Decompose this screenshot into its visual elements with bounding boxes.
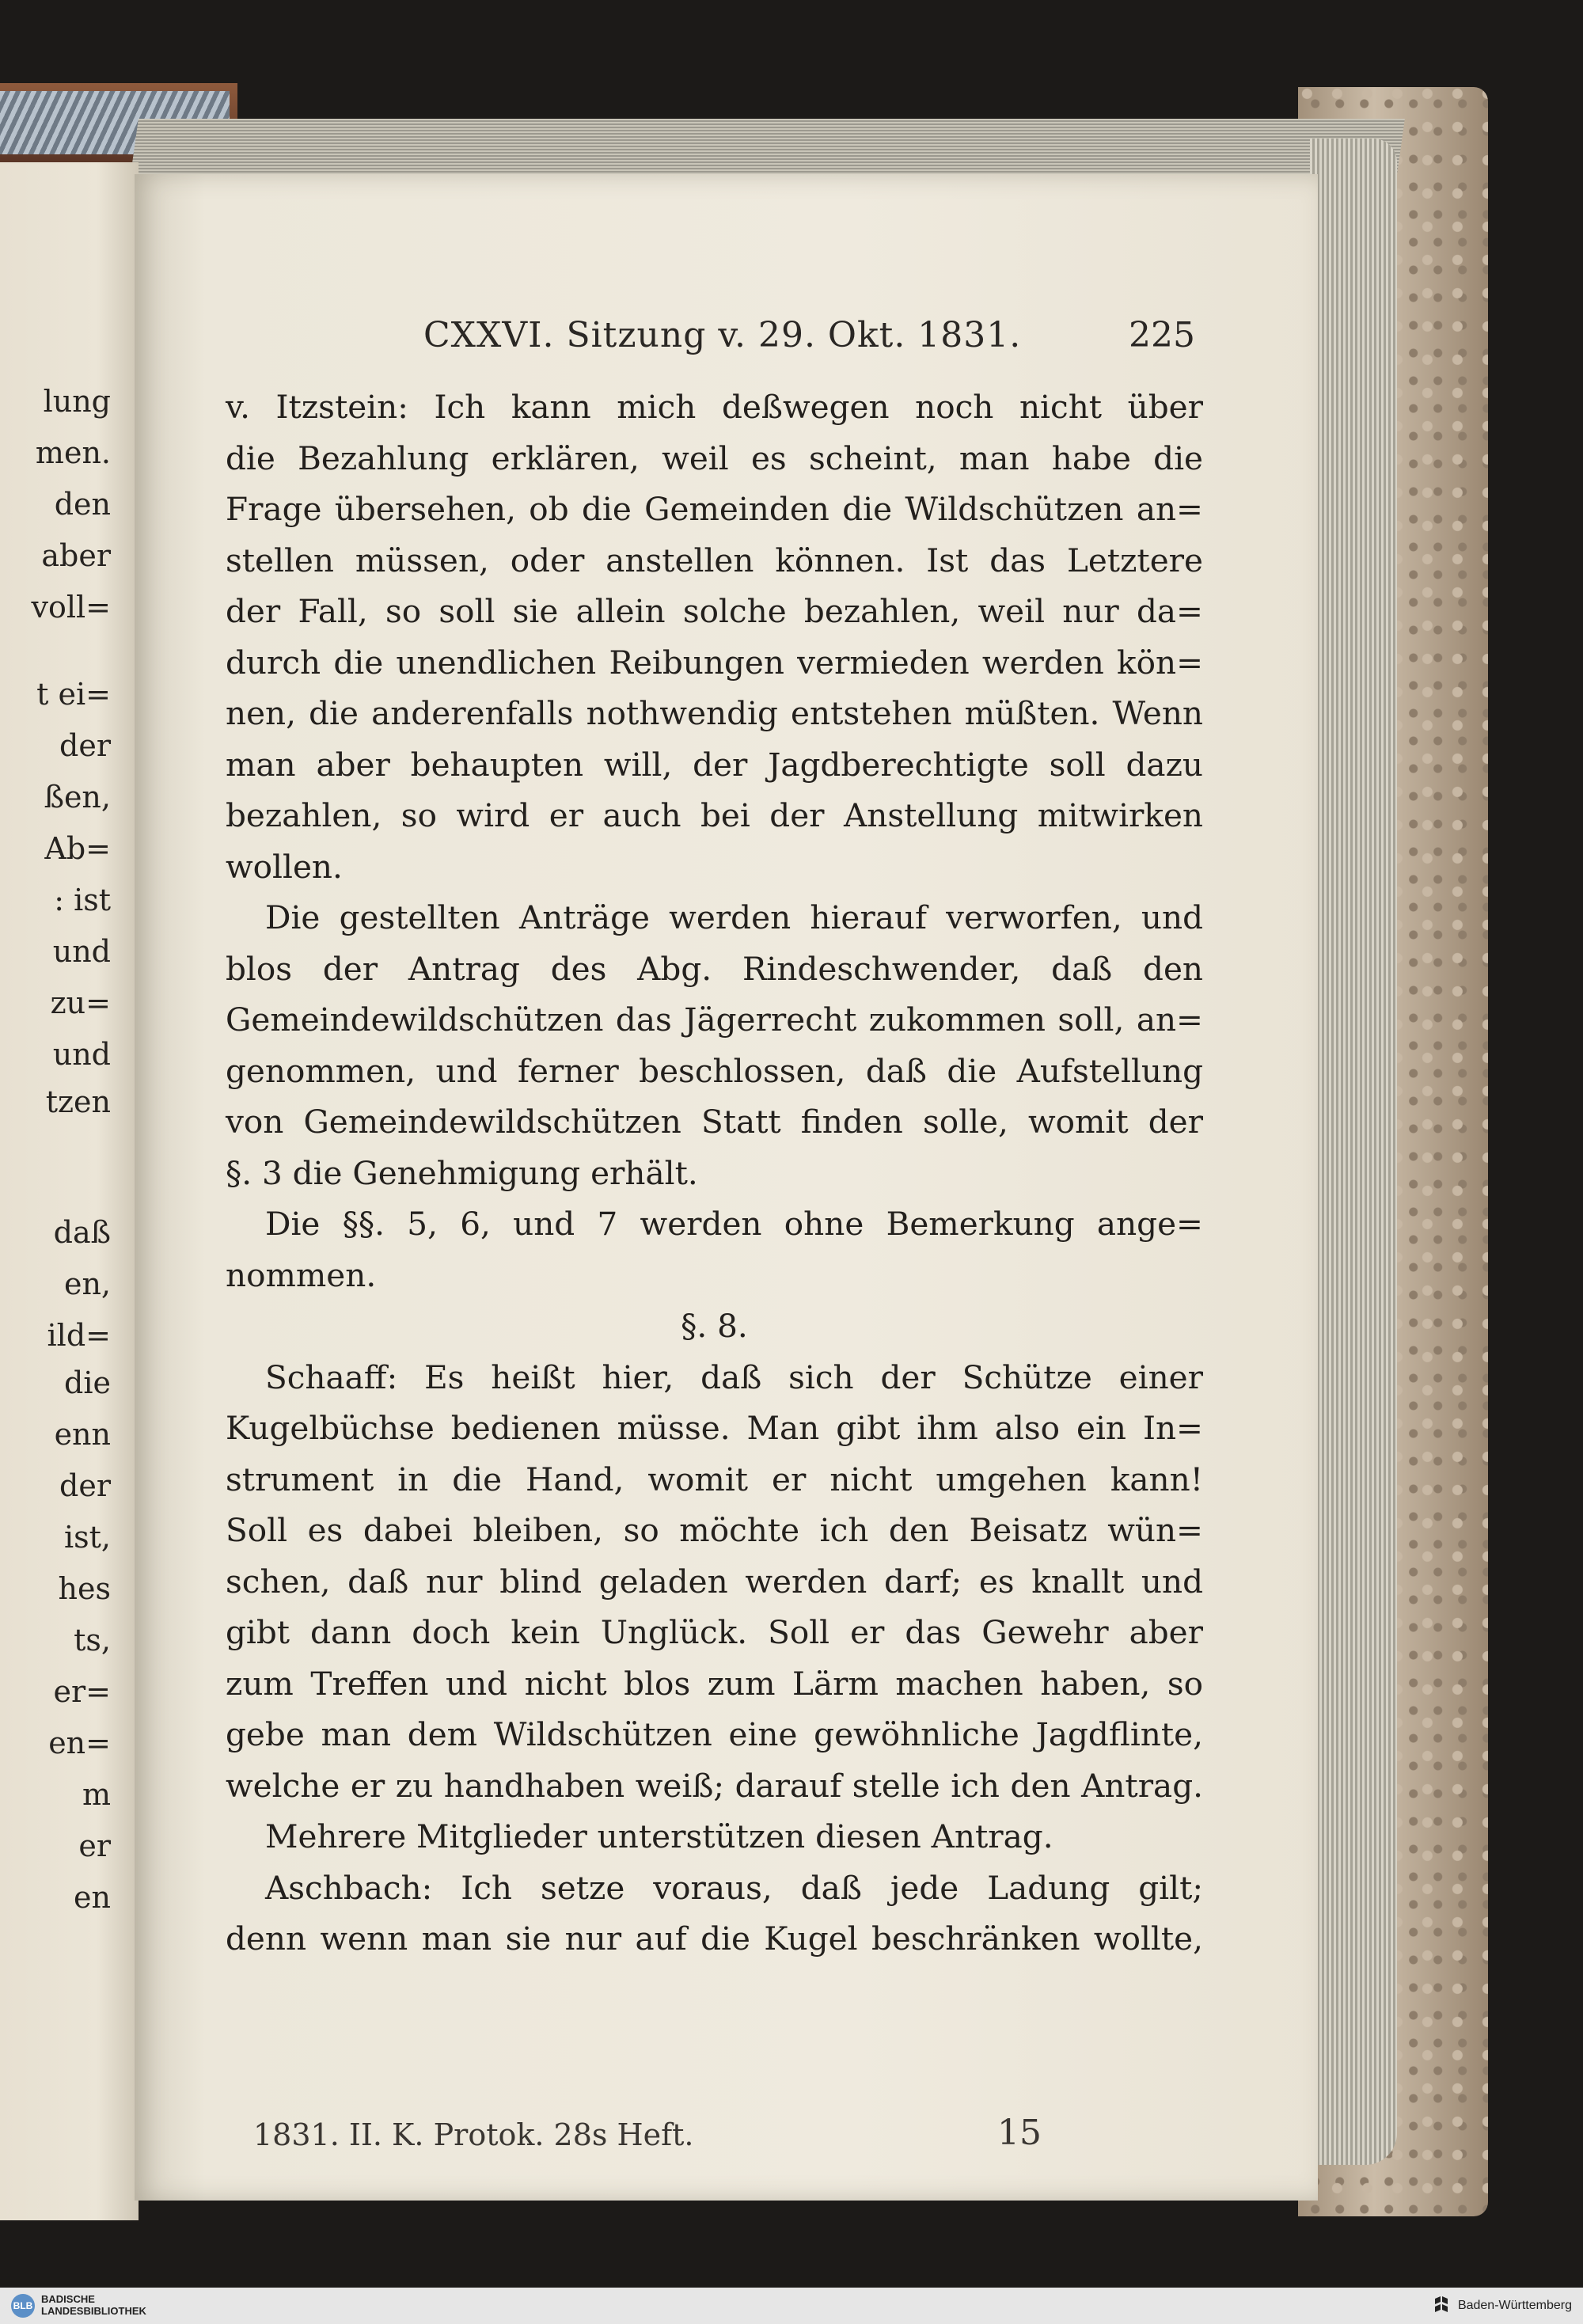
facing-page-fragment: m (82, 1777, 111, 1812)
text-line: §. 3 die Genehmigung erhält. (226, 1153, 698, 1192)
text-line: strument in die Hand, womit er nicht umgehen kann! (226, 1460, 1203, 1498)
text-line: zum Treffen und nicht blos zum Lärm machen haben, so (226, 1664, 1203, 1703)
text-line: gibt dann doch kein Unglück. Soll er das Gewehr aber (226, 1613, 1203, 1651)
section-heading: §. 8. (681, 1307, 748, 1345)
facing-page-fragment: zu= (50, 985, 111, 1020)
facing-page-fragment: lung (43, 384, 111, 419)
facing-page-fragment: men. (35, 435, 111, 470)
facing-page-fragment: en= (48, 1726, 111, 1760)
text-line: Die gestellten Anträge werden hierauf verworfen, und (265, 898, 1203, 936)
text-line: Kugelbüchse bedienen müsse. Man gibt ihm also ein In= (226, 1409, 1203, 1447)
text-line: nommen. (226, 1255, 377, 1294)
text-line: denn wenn man sie nur auf die Kugel beschränken wollte, (226, 1920, 1203, 1958)
text-line: man aber behaupten will, der Jagdberechtigte soll dazu (226, 745, 1203, 784)
facing-page-fragment: en, (63, 1266, 111, 1301)
facing-page-fragment: ist, (63, 1520, 111, 1555)
text-line: Aschbach: Ich setze voraus, daß jede Ladung gilt; (265, 1868, 1203, 1907)
page-body (226, 382, 1203, 1965)
running-head-title: CXXVI. Sitzung v. 29. Okt. 1831. (423, 315, 1022, 355)
library-name (41, 2293, 146, 2317)
facing-page (0, 162, 139, 2220)
facing-page-fragment: er= (53, 1674, 111, 1709)
page-number: 225 (1129, 315, 1195, 355)
text-line: welche er zu handhaben weiß; darauf stelle ich den Antrag. (226, 1766, 1203, 1805)
page-block-edge (1310, 139, 1397, 2165)
facing-page-fragment: der (59, 728, 111, 763)
text-line: von Gemeindewildschützen Statt finden solle, womit der (226, 1103, 1203, 1141)
text-line: blos der Antrag des Abg. Rindeschwender, daß den (226, 949, 1203, 988)
facing-page-fragment: ts, (74, 1623, 111, 1658)
text-line: Schaaff: Es heißt hier, daß sich der Schütze einer (265, 1358, 1203, 1396)
text-line: Mehrere Mitglieder unterstützen diesen Antrag. (265, 1817, 1053, 1855)
facing-page-fragment: daß (53, 1215, 111, 1250)
facing-page-fragment: enn (54, 1417, 111, 1452)
facing-page-fragment: den (54, 487, 111, 522)
running-head (135, 315, 1318, 363)
signature-line: 1831. II. K. Protok. 28s Heft. (253, 2117, 694, 2152)
text-line: Die §§. 5, 6, und 7 werden ohne Bemerkung ange= (265, 1205, 1203, 1243)
text-line: wollen. (226, 847, 343, 886)
page-footer (253, 2113, 1045, 2165)
facing-page-fragment: ild= (47, 1318, 111, 1353)
state-name: Baden-Württemberg (1457, 2299, 1572, 2312)
attribution-bar (0, 2288, 1583, 2324)
facing-page-fragment: und (52, 1037, 111, 1072)
text-line: bezahlen, so wird er auch bei der Anstellung mitwirken (226, 796, 1203, 834)
facing-page-fragment: ßen, (44, 780, 111, 815)
facing-page-fragment: hes (58, 1571, 111, 1606)
facing-page-fragment: und (52, 934, 111, 969)
text-line: stellen müssen, oder anstellen können. Ist das Letztere (226, 541, 1203, 579)
facing-page-fragment: voll= (31, 590, 111, 625)
facing-page-fragment: en (74, 1880, 111, 1915)
library-name-line1: BADISCHE (41, 2293, 95, 2305)
text-line: Gemeindewildschützen das Jägerrecht zukommen soll, an= (226, 1001, 1203, 1039)
text-line: Soll es dabei bleiben, so möchte ich den Beisatz wün= (226, 1511, 1203, 1549)
facing-page-fragment: tzen (45, 1084, 111, 1119)
text-line: gebe man dem Wildschützen eine gewöhnliche Jagdflinte, (226, 1715, 1203, 1753)
facing-page-fragment: : ist (54, 883, 111, 917)
text-line: nen, die anderenfalls nothwendig entstehen müßten. Wenn (226, 694, 1203, 732)
text-line: durch die unendlichen Reibungen vermieden werden kön= (226, 643, 1203, 682)
facing-page-fragment: t ei= (36, 677, 111, 712)
facing-page-fragment: aber (41, 538, 111, 573)
text-line: genommen, und ferner beschlossen, daß die Aufstellung (226, 1051, 1203, 1090)
book-page (135, 174, 1318, 2201)
state-crest-icon (1433, 2296, 1456, 2316)
gathering-number: 15 (997, 2113, 1042, 2153)
facing-page-fragment: der (59, 1468, 111, 1503)
text-line: die Bezahlung erklären, weil es scheint, man habe die (226, 439, 1203, 477)
text-line: der Fall, so soll sie allein solche bezahlen, weil nur da= (226, 592, 1203, 630)
text-line: Frage übersehen, ob die Gemeinden die Wildschützen an= (226, 490, 1203, 528)
text-line: v. Itzstein: Ich kann mich deßwegen noch nicht über (226, 388, 1203, 426)
facing-page-fragment: die (64, 1365, 111, 1400)
blb-logo-icon: BLB (11, 2294, 35, 2318)
text-line: schen, daß nur blind geladen werden darf; es knallt und (226, 1562, 1203, 1601)
facing-page-fragment: er (78, 1828, 111, 1863)
library-name-line2: LANDESBIBLIOTHEK (41, 2305, 146, 2317)
page-block-top (131, 119, 1405, 174)
facing-page-fragment: Ab= (44, 831, 111, 866)
